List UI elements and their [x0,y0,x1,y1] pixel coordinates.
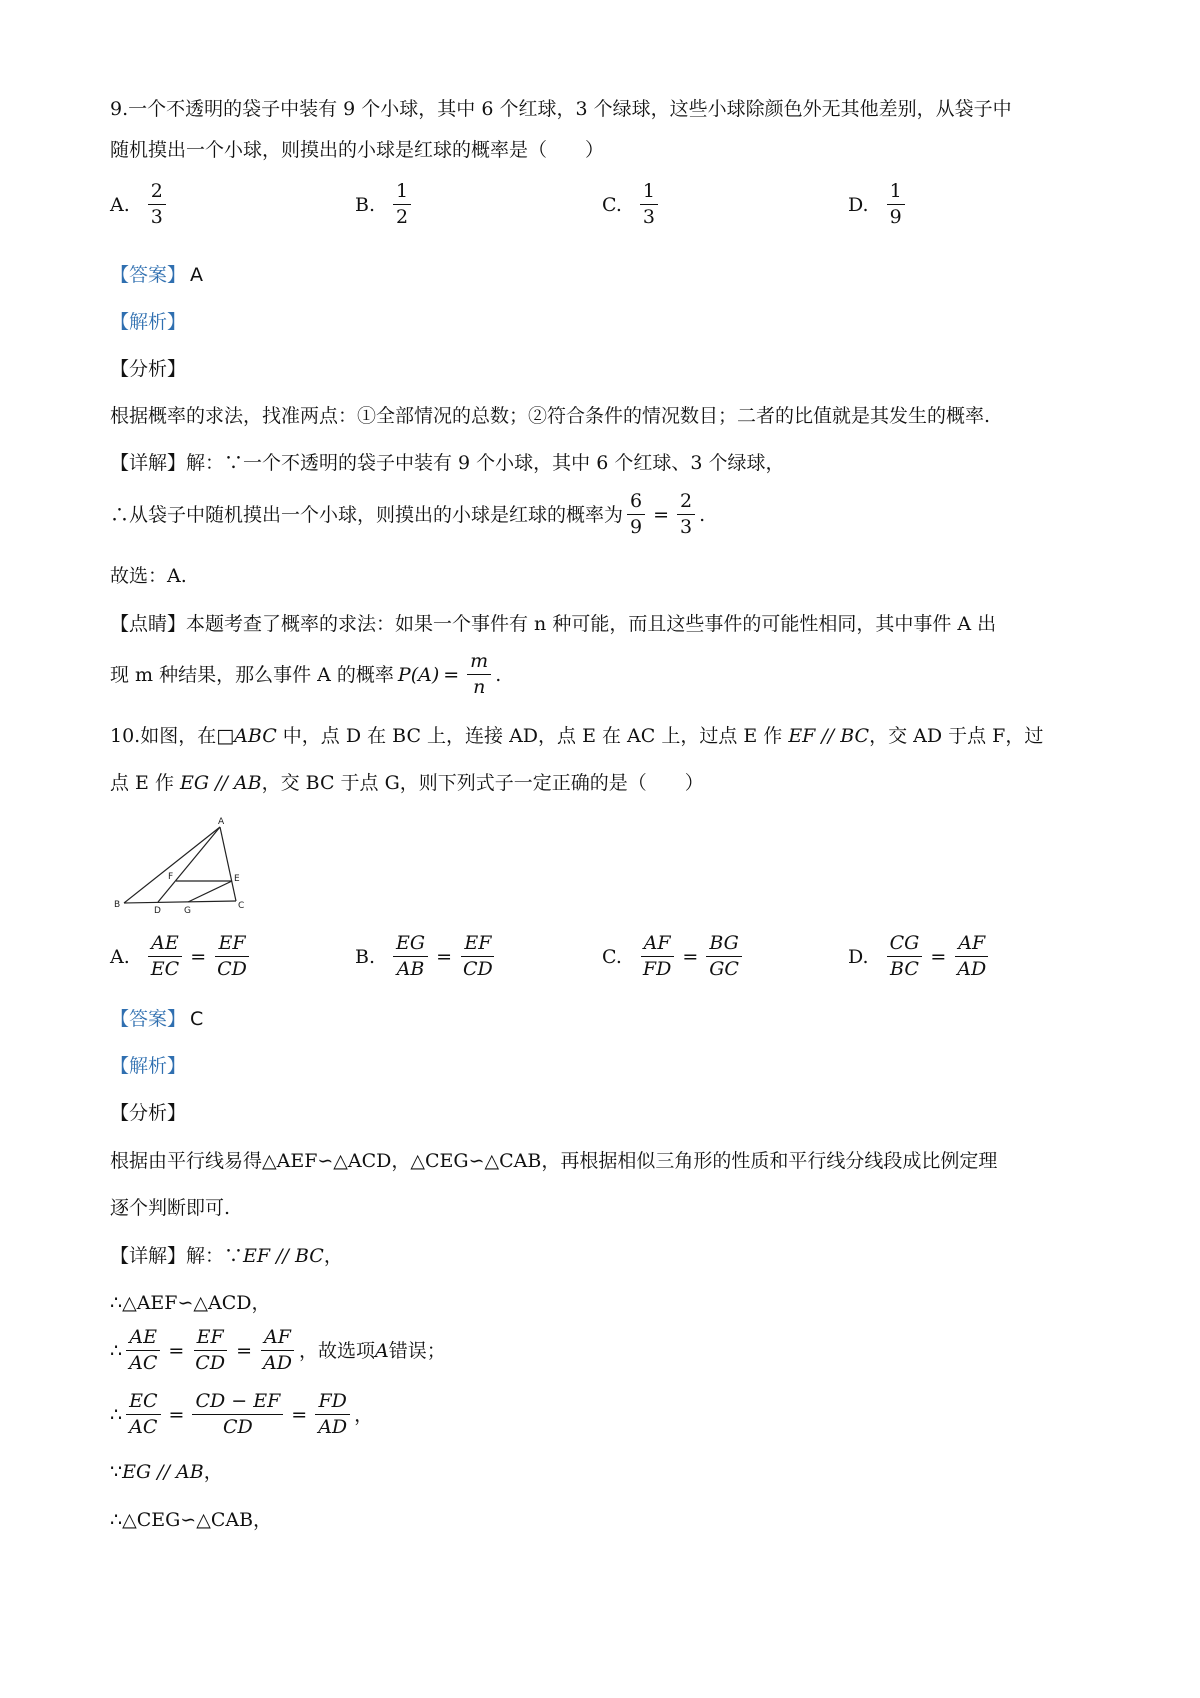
equals-sign: = [168,1403,185,1426]
q10-line1 [110,723,1043,749]
q9-guxuan: 故选：A. [110,565,187,587]
denominator: AC [129,1352,158,1374]
q9-line1: 9.一个不透明的袋子中装有 9 个小球，其中 6 个红球，3 个绿球，这些小球除颜色外无其他差别，从袋子中 [110,98,1012,120]
fraction [126,1392,160,1437]
numerator: AE [126,1328,160,1351]
math-ef-parallel-bc: EF // BC [788,725,870,747]
denominator: CD [463,958,493,980]
denominator: AD [957,958,987,980]
numerator: 6 [627,492,645,515]
q10-step5: ∴△CEG∽△CAB， [110,1509,273,1531]
answer-value: C [190,1008,204,1030]
fraction [315,1392,350,1437]
therefore-sign: ∴ [110,1339,123,1362]
numerator: 2 [148,182,166,205]
denominator: FD [642,958,672,980]
period: . [699,503,706,526]
numerator: CG [887,934,923,957]
text: 解：∵ [186,1245,244,1267]
q9-answer-line [110,262,203,288]
equals-sign: = [168,1339,185,1362]
therefore-sign: ∴ [110,1403,123,1426]
q10-jiexi-tag: 【解析】 [110,1055,187,1077]
math-eg-parallel-ab: EG // AB [180,772,262,794]
numerator: AF [955,934,988,957]
math-abc: ABC [234,725,277,747]
equals-sign: = [190,945,207,968]
text: ， [323,1245,343,1267]
text: 中，点 D 在 BC 上，连接 AD，点 E 在 AC 上，过点 E 作 [276,725,789,747]
numerator: CD − EF [192,1392,283,1415]
therefore-text: ∴从袋子中随机摸出一个小球，则摸出的小球是红球的概率为 [110,503,624,526]
q9-dianjing-line1 [110,611,996,637]
q9-line2: 随机摸出一个小球，则摸出的小球是红球的概率是（ ） [110,139,605,161]
q10-option-d [848,934,993,979]
denominator: AC [129,1416,158,1438]
numerator: EF [194,1328,227,1351]
q10-step4 [110,1459,223,1485]
prob-expression: P(A) [397,663,440,686]
option-label: D. [848,945,869,968]
numerator: 1 [393,182,411,205]
denominator: 2 [396,206,409,228]
answer-value: A [190,264,204,286]
answer-tag: 【答案】 [110,1008,187,1030]
vertex-label-g: G [184,906,191,915]
equals-sign: = [436,945,452,968]
q9-jiexi-tag: 【解析】 [110,311,187,333]
vertex-label-d: D [154,906,161,915]
q9-therefore-line [110,492,705,537]
q10-step3 [110,1392,373,1437]
q9-xiangjie-line [110,450,784,476]
fraction [887,934,923,979]
numerator: AF [641,934,674,957]
dianjing-tag: 【点睛】 [110,613,187,635]
q9-option-a [110,182,170,227]
q10-fenxi-tag: 【分析】 [110,1102,187,1124]
equals-sign: = [291,1403,308,1426]
q10-fenxi-text2: 逐个判断即可. [110,1197,231,1219]
q9-dianjing-line2 [110,652,501,697]
denominator: 3 [680,516,693,538]
fraction [393,182,411,227]
vertex-label-e: E [234,874,240,884]
denominator: AD [262,1352,292,1374]
text: 10.如图，在□ [110,725,235,747]
numerator: AE [148,934,182,957]
numerator: EC [126,1392,160,1415]
q10-option-a [110,934,254,979]
denominator: GC [709,958,739,980]
text: 点 E 作 [110,772,180,794]
vertex-label-f: F [168,872,174,882]
q10-step2 [110,1328,446,1373]
numerator: BG [706,934,742,957]
fraction [192,1328,228,1373]
q9-option-d [848,182,909,227]
fraction [954,934,989,979]
option-label: B. [355,193,376,216]
numerator: EF [461,934,494,957]
numerator: m [467,652,491,675]
q10-line2 [110,770,704,796]
fraction [393,934,428,979]
denominator: 3 [150,206,163,228]
denominator: CD [222,1416,253,1438]
math-ef-parallel-bc: EF // BC [243,1245,324,1267]
equals-sign: = [682,945,699,968]
because-sign: ∵ [110,1461,123,1483]
fraction [148,934,182,979]
equals-sign: = [930,945,947,968]
numerator: 2 [677,492,695,515]
equals-sign: = [443,663,460,686]
fraction [640,182,658,227]
q10-option-b [355,934,500,979]
fraction [214,934,250,979]
denominator: BC [890,958,919,980]
numerator: 1 [887,182,905,205]
numerator: 1 [640,182,658,205]
denominator: 9 [630,516,643,538]
denominator: CD [195,1352,226,1374]
q9-fenxi-text: 根据概率的求法，找准两点：①全部情况的总数；②符合条件的情况数目；二者的比值就是其发生的概率. [110,405,991,427]
equals-sign: = [653,503,670,526]
fraction [148,182,166,227]
denominator: AB [396,958,425,980]
q9-option-b [355,182,415,227]
vertex-label-c: C [238,901,245,911]
denominator: EC [150,958,180,980]
text: 错误； [388,1339,446,1362]
fraction [706,934,742,979]
numerator: EF [215,934,248,957]
text: ， [203,1461,223,1483]
denominator: 3 [642,206,655,228]
numerator: EG [393,934,428,957]
vertex-label-b: B [114,900,121,910]
fraction [677,492,695,537]
vertex-label-a: A [218,817,225,827]
fraction [460,934,496,979]
denominator: 9 [889,206,902,228]
numerator: FD [315,1392,349,1415]
dianjing-text: 本题考查了概率的求法：如果一个事件有 n 种可能，而且这些事件的可能性相同，其中事件 A 出 [186,613,997,635]
option-label: D. [848,193,869,216]
xiangjie-text: 解：∵一个不透明的袋子中装有 9 个小球，其中 6 个红球、3 个绿球， [186,452,785,474]
fraction [887,182,905,227]
option-label: C. [602,945,622,968]
q10-step1: ∴△AEF∽△ACD， [110,1292,271,1314]
equals-sign: = [236,1339,252,1362]
q10-xiangjie-line [110,1243,343,1269]
math-option: A [374,1339,389,1362]
q10-answer-line [110,1006,203,1032]
fraction [627,492,645,537]
option-label: C. [602,193,622,216]
fraction [260,1328,295,1373]
text: ， [354,1403,374,1426]
denominator: AD [318,1416,348,1438]
xiangjie-tag: 【详解】 [110,1245,187,1267]
fraction [467,652,491,697]
numerator: AF [261,1328,294,1351]
option-label: A. [110,945,130,968]
denominator: CD [217,958,247,980]
answer-tag: 【答案】 [110,264,187,286]
option-label: A. [110,193,130,216]
fraction [126,1328,160,1373]
q9-fenxi-tag: 【分析】 [110,358,187,380]
q10-fenxi-text1: 根据由平行线易得△AEF∽△ACD，△CEG∽△CAB，再根据相似三角形的性质和平行线分线段成比例定理 [110,1150,998,1172]
q9-option-c [602,182,662,227]
option-label: B. [355,945,376,968]
text: ，交 AD 于点 F，过 [869,725,1044,747]
q10-option-c [602,934,746,979]
xiangjie-tag: 【详解】 [110,452,187,474]
text: ，交 BC 于点 G，则下列式子一定正确的是（ ） [261,772,704,794]
math-eg-parallel-ab: EG // AB [122,1461,204,1483]
fraction [640,934,674,979]
fraction [192,1392,283,1437]
dianjing-text2: 现 m 种结果，那么事件 A 的概率 [110,663,394,686]
period: . [495,663,502,686]
triangle-figure [112,815,252,915]
text: ，故选项 [298,1339,375,1362]
denominator: n [473,676,486,698]
